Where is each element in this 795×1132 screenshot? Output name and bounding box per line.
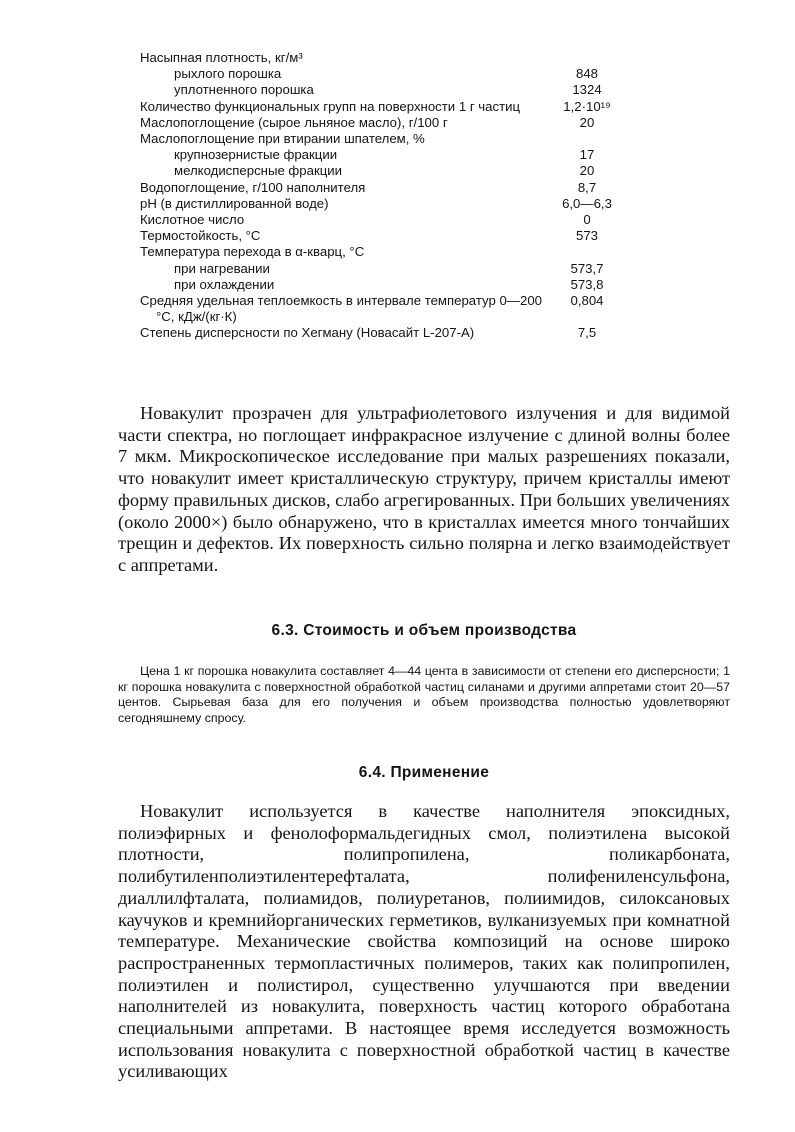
property-row bbox=[140, 147, 680, 163]
property-label: pH (в дистиллированной воде) bbox=[140, 195, 329, 211]
use-text: Новакулит используется в качестве наполнителя эпоксидных, полиэфирных и фенолоформальдегидных смол, полиэтилена высокой плотности, полипропилена, поликарбоната, полибутиленполиэтилентерефталата, полифениленсульфона, диаллилфталата, полиамидов, полиуретанов, полиимидов, силоксановых каучуков и кремнийорганических герметиков, вулканизуемых при комнатной температуре. Механические свойства композиций на основе широко распространенных термопластичных полимеров, таких как полипропилен, полиэтилен и полистирол, существенно улучшаются при введении наполнителей из новакулита, поверхность частиц которого обработана специальными аппретами. В настоящее время исследуется возможность использования новакулита с поверхностной обработкой частиц в качестве усиливающих bbox=[118, 801, 730, 1082]
property-label: при нагревании bbox=[174, 260, 270, 276]
property-value: 573,8 bbox=[570, 276, 604, 292]
paragraph-text: Новакулит прозрачен для ультрафиолетового излучения и для видимой части спектра, но поглощает инфракрасное излучение с длиной волны более 7 мкм. Микроскопическое исследование при малых разрешениях показали, что новакулит имеет кристаллическую структуру, причем кристаллы имеют форму правильных дисков, слабо агрегированных. При больших увеличениях (около 2000×) было обнаружено, что в кристаллах имеется много тончайших трещин и дефектов. Их поверхность сильно полярна и легко взаимодействует с аппретами. bbox=[118, 403, 730, 575]
property-label: мелкодисперсные фракции bbox=[174, 163, 343, 179]
cost-text: Цена 1 кг порошка новакулита составляет 4—44 цента в зависимости от степени его дисперсности; 1 кг порошка новакулита с поверхностной обработкой частиц силанами и другими аппретами стоит 20—57 центов. Сырьевая база для его получения и объем производства полностью удовлетворяют сегодняшнему спросу. bbox=[118, 664, 730, 725]
property-row bbox=[140, 261, 680, 277]
property-value: 20 bbox=[579, 114, 595, 130]
property-row bbox=[140, 82, 680, 98]
property-label: Средняя удельная теплоемкость в интервале температур 0—200 °С, кДж/(кг·К) bbox=[140, 293, 542, 325]
section-text-cost bbox=[118, 664, 730, 726]
property-value: 20 bbox=[579, 163, 595, 179]
property-row bbox=[140, 115, 680, 131]
property-value: 17 bbox=[579, 147, 595, 163]
property-row bbox=[140, 325, 680, 341]
property-label: Количество функциональных групп на поверхности 1 г частиц bbox=[140, 98, 521, 114]
property-row bbox=[140, 228, 680, 244]
property-label: Степень дисперсности по Хегману (Новасайт L-207-A) bbox=[140, 325, 475, 341]
property-label: Температура перехода в α-кварц, °С bbox=[140, 244, 365, 260]
property-value: 573,7 bbox=[570, 260, 604, 276]
property-row bbox=[140, 99, 680, 115]
property-label: Кислотное число bbox=[140, 212, 245, 228]
property-value: 7,5 bbox=[577, 325, 597, 341]
properties-table bbox=[140, 50, 680, 342]
property-label: Водопоглощение, г/100 наполнителя bbox=[140, 179, 366, 195]
property-row bbox=[140, 131, 680, 147]
property-value: 8,7 bbox=[577, 179, 597, 195]
property-value: 6,0—6,3 bbox=[562, 195, 612, 211]
property-label: при охлаждении bbox=[174, 276, 275, 292]
property-value: 1324 bbox=[572, 82, 602, 98]
property-label: уплотненного порошка bbox=[174, 82, 314, 98]
paragraph-transparency bbox=[118, 403, 730, 577]
property-value: 573 bbox=[575, 228, 598, 244]
property-row bbox=[140, 293, 680, 325]
property-row bbox=[140, 50, 680, 66]
property-value: 0,804 bbox=[570, 293, 604, 309]
property-label: рыхлого порошка bbox=[174, 66, 282, 82]
property-row bbox=[140, 244, 680, 260]
property-row bbox=[140, 277, 680, 293]
property-label: крупнозернистые фракции bbox=[174, 147, 338, 163]
section-text-use bbox=[118, 801, 730, 1083]
property-label: Маслопоглощение (сырое льняное масло), г/100 г bbox=[140, 114, 448, 130]
property-row bbox=[140, 196, 680, 212]
property-value: 1,2·10¹⁹ bbox=[563, 98, 611, 114]
section-heading-use: 6.4. Применение bbox=[358, 764, 490, 781]
property-row bbox=[140, 180, 680, 196]
property-label: Насыпная плотность, кг/м³ bbox=[140, 50, 303, 65]
property-row bbox=[140, 163, 680, 179]
property-row bbox=[140, 66, 680, 82]
property-label: Маслопоглощение при втирании шпателем, % bbox=[140, 131, 425, 147]
property-value: 0 bbox=[583, 212, 591, 228]
section-heading-cost: 6.3. Стоимость и объем производства bbox=[271, 622, 577, 639]
property-value: 848 bbox=[575, 66, 598, 82]
property-label: Термостойкость, °С bbox=[140, 228, 261, 244]
property-row bbox=[140, 212, 680, 228]
